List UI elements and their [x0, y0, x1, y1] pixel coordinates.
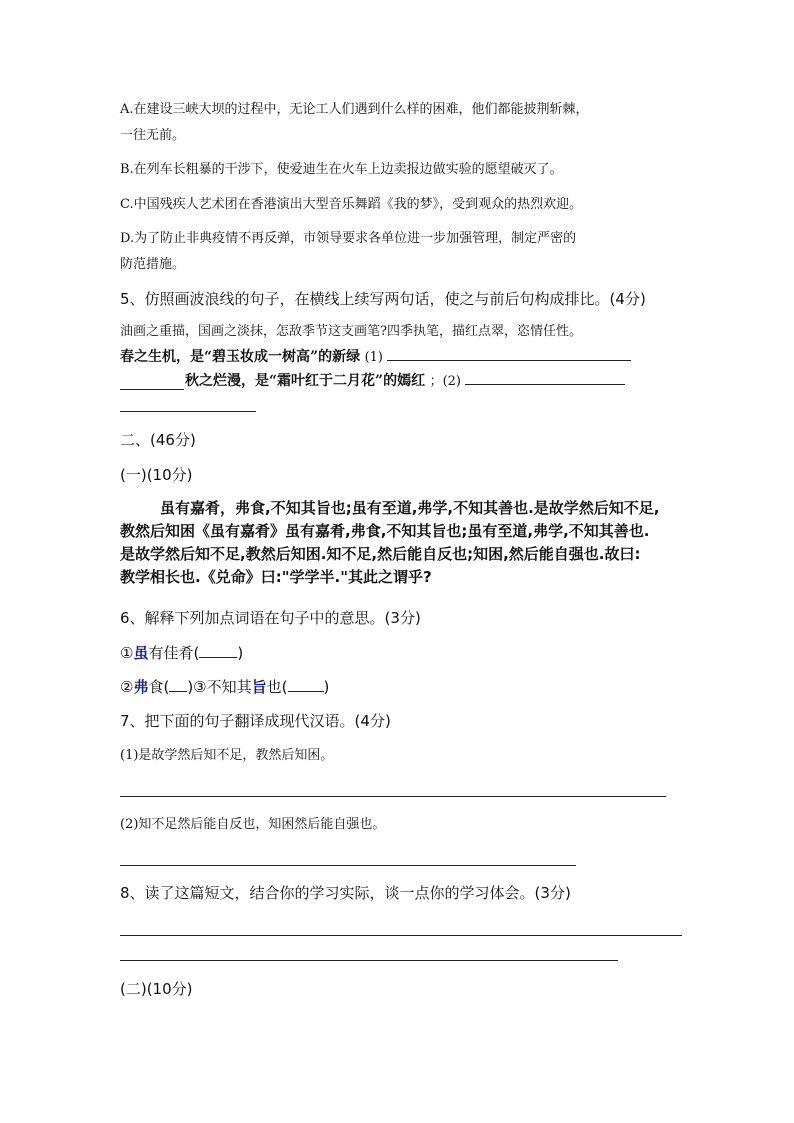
- option-c: C.中国残疾人艺术团在香港演出大型音乐舞蹈《我的梦》，受到观众的热烈欢迎。: [120, 197, 583, 212]
- q5-line3-text: 秋之烂漫，是“霜叶红于二月花”的嫣红: [185, 373, 426, 389]
- q8-answer-line2[interactable]: [120, 960, 618, 961]
- q6-item2-text: 食(: [148, 678, 170, 696]
- option-d-line2: 防范措施。: [120, 257, 186, 272]
- q8-prompt: 8、读了这篇短文，结合你的学习实际，谈一点你的学习体会。(3分): [120, 884, 571, 902]
- q5-line2: [120, 347, 631, 368]
- section2-sub1: (一)(10分): [120, 466, 193, 484]
- passage-line4: 教学相长也.《兑命》曰:"学学半."其此之谓乎?: [120, 568, 432, 586]
- passage-line1: 虽有嘉肴，弗食,不知其旨也;虽有至道,弗学,不知其善也.是故学然后知不足,: [160, 499, 660, 517]
- q6-item3-blank[interactable]: [288, 691, 324, 692]
- q7-answer2-line[interactable]: [120, 865, 576, 866]
- passage-line2: 教然后知困《虽有嘉肴》虽有嘉肴,弗食,不知其旨也;虽有至道,弗学,不知其善也.: [120, 522, 650, 540]
- q7-prompt: 7、把下面的句子翻译成现代汉语。(4分): [120, 712, 391, 730]
- q6-item1-prefix: ①: [120, 644, 134, 662]
- q5-line1: 油画之重描，国画之淡抹，怎敌季节这支画笔?四季执笔，描红点翠，恣情任性。: [120, 324, 582, 339]
- option-a-line1: A.在建设三峡大坝的过程中，无论工人们遇到什么样的困难，他们都能披荆斩棘，: [120, 102, 589, 117]
- q6-item3-text: )③不知其: [187, 678, 252, 696]
- q7-sentence1: (1)是故学然后知不足，教然后知困。: [120, 748, 334, 763]
- q6-item2-blank[interactable]: [169, 691, 187, 692]
- q5-blank2[interactable]: [465, 384, 625, 385]
- q6-item3-keyword: 旨: [251, 678, 267, 696]
- q6-item3-close: ): [323, 678, 330, 696]
- q5-line2-text: 春之生机，是“碧玉妆成一树高”的新绿: [120, 349, 361, 365]
- q8-answer-line1[interactable]: [120, 935, 682, 936]
- q6-item1-text: 有佳肴(: [148, 644, 200, 662]
- q6-prompt: 6、解释下列加点词语在句子中的意思。(3分): [120, 609, 421, 627]
- option-b: B.在列车长粗暴的干涉下，使爱迪生在火车上边卖报边做实验的愿望破灭了。: [120, 162, 563, 177]
- option-a-line2: 一往无前。: [120, 128, 186, 143]
- passage-line3: 是故学然后知不足,教然后知困.知不足,然后能自反也;知困,然后能自强也.故曰:: [120, 545, 641, 563]
- q7-sentence2: (2)知不足然后能自反也，知困然后能自强也。: [120, 817, 386, 832]
- q6-item3-rest: 也(: [266, 678, 288, 696]
- q7-answer1-line[interactable]: [120, 796, 666, 797]
- q6-item2-keyword: 弗: [133, 678, 149, 696]
- q6-item1: [120, 643, 243, 663]
- q6-item1-close: ): [237, 644, 244, 662]
- q5-blank2-cont[interactable]: [120, 411, 256, 412]
- section2-heading: 二、(46分): [120, 431, 196, 449]
- section2-sub2: (二)(10分): [120, 980, 193, 998]
- q5-prompt: 5、仿照画波浪线的句子，在横线上续写两句话，使之与前后句构成排比。(4分): [120, 290, 646, 308]
- q6-item2-prefix: ②: [120, 678, 134, 696]
- q6-item1-blank[interactable]: [199, 657, 237, 658]
- q5-line3: [185, 371, 625, 392]
- q5-line3-lead-underline: [120, 389, 184, 390]
- q5-blank1[interactable]: [387, 360, 631, 361]
- q5-blank1-label: (1): [364, 350, 383, 365]
- option-d-line1: D.为了防止非典疫情不再反弹，市领导要求各单位进一步加强管理，制定严密的: [120, 231, 577, 246]
- q5-blank2-label: ；(2): [429, 374, 461, 389]
- q6-item1-keyword: 虽: [133, 644, 149, 662]
- q6-item2: [120, 677, 329, 697]
- classical-passage: [120, 497, 680, 589]
